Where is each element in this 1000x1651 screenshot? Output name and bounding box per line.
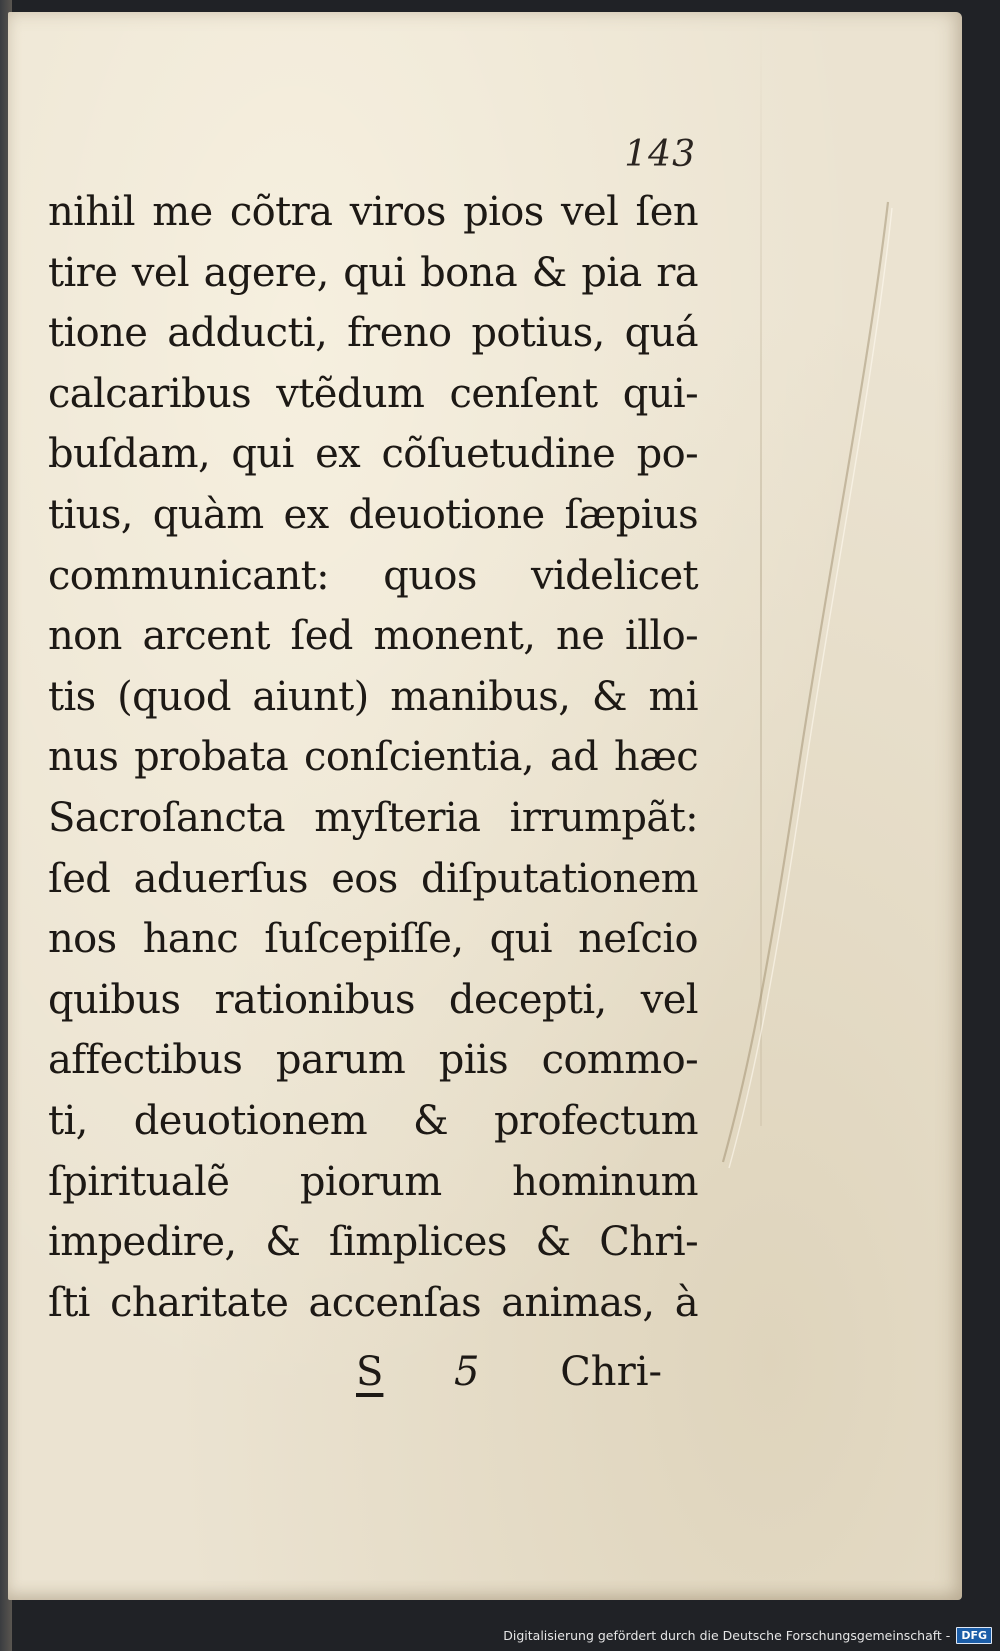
text-line: quibus rationibus decepti, vel <box>48 976 698 1023</box>
text-line: ſpiritualẽ piorum hominum <box>48 1158 698 1205</box>
text-line: ſti charitate accenſas animas, à <box>48 1279 698 1326</box>
text-block <box>48 182 698 1333</box>
text-line: impedire, & ſimplices & Chri- <box>48 1219 698 1266</box>
text-line: ſed aduerſus eos diſputationem <box>48 855 698 902</box>
credit-text: Digitalisierung gefördert durch die Deutsche Forschungsgemeinschaft - <box>503 1627 951 1643</box>
signature-number: 5 <box>454 1349 480 1395</box>
text-line: Sacroſancta myſteria irrumpãt: <box>48 794 698 841</box>
text-line: tis (quod aiunt) manibus, & mi <box>48 673 698 720</box>
digitization-credit <box>503 1625 992 1645</box>
text-line: nihil me cõtra viros pios vel ſen <box>48 189 698 235</box>
text-line: calcaribus vtẽdum cenſent qui- <box>48 370 698 417</box>
catchword: Chri- <box>560 1349 662 1395</box>
text-line: buſdam, qui ex cõſuetudine po- <box>48 431 698 478</box>
page-footer <box>48 1342 698 1402</box>
text-line: tius, quàm ex deuotione ſæpius <box>48 491 698 538</box>
text-line: nos hanc ſuſcepiſſe, qui neſcio <box>48 916 698 963</box>
text-line: non arcent ſed monent, ne illo- <box>48 613 698 660</box>
text-line: tire vel agere, qui bona & pia ra <box>48 249 698 296</box>
page-fold <box>760 26 762 1126</box>
page-number: 143 <box>624 134 696 175</box>
book-page <box>8 12 962 1600</box>
signature-mark: S <box>356 1349 384 1395</box>
text-line: communicant: quos videlicet <box>48 552 698 599</box>
text-line: ti, deuotionem & profectum <box>48 1097 698 1144</box>
text-line: affectibus parum piis commo- <box>48 1037 698 1084</box>
text-line: nus probata conſcientia, ad hæc <box>48 734 698 781</box>
text-line: tione adducti, freno potius, quá <box>48 310 698 357</box>
dfg-logo: DFG <box>956 1627 992 1644</box>
